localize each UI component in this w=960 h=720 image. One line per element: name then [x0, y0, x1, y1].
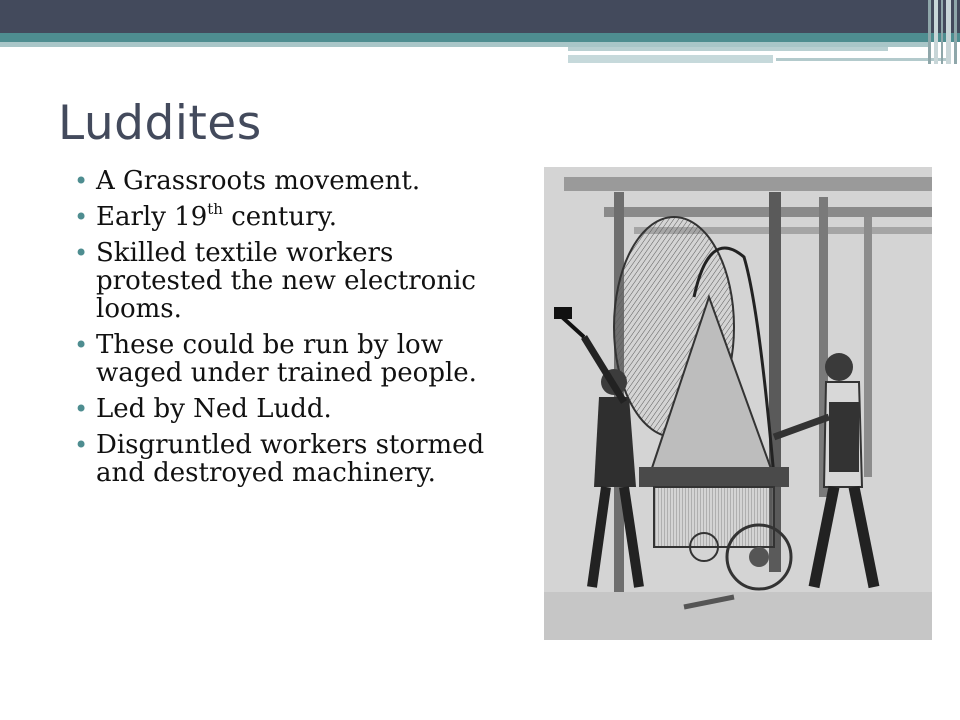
header-accent-line	[776, 58, 946, 61]
bullet-item	[74, 431, 514, 487]
header-accent-line	[568, 47, 888, 51]
bullet-text: Led by Ned Ludd.	[96, 394, 332, 424]
bullet-icon: •	[74, 331, 89, 359]
bullet-item	[74, 239, 514, 323]
bullet-icon: •	[74, 395, 89, 423]
bullet-list	[74, 167, 514, 495]
bullet-text: century.	[222, 202, 338, 232]
bullet-item	[74, 395, 514, 423]
bullet-text: Skilled textile workers protested the new electronic looms.	[96, 238, 476, 324]
bullet-icon: •	[74, 167, 89, 195]
header-vertical-stripes	[926, 0, 960, 64]
header-accent-line	[568, 55, 773, 63]
bullet-icon: •	[74, 239, 89, 267]
bullet-text: A Grassroots movement.	[96, 166, 421, 196]
bullet-item	[74, 167, 514, 195]
bullet-icon: •	[74, 431, 89, 459]
bullet-icon: •	[74, 203, 89, 231]
engraving-image	[544, 167, 932, 640]
header-teal-bar	[0, 33, 960, 42]
superscript: th	[207, 200, 223, 218]
bullet-item	[74, 200, 514, 232]
bullet-text: Disgruntled workers stormed and destroyed machinery.	[96, 430, 485, 488]
bullet-item	[74, 331, 514, 387]
bullet-text: These could be run by low waged under trained people.	[96, 330, 477, 388]
slide-title: Luddites	[58, 96, 262, 151]
header-dark-bar	[0, 0, 960, 33]
bullet-text: Early 19	[96, 202, 208, 232]
